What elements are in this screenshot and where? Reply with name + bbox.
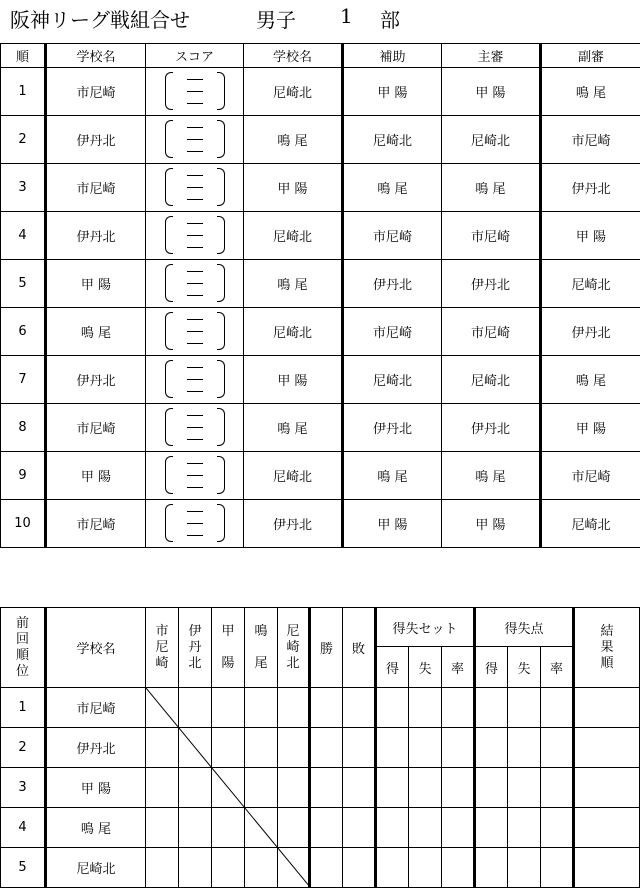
- score-cell: [146, 212, 244, 260]
- col-header-point-diff: 得失点: [475, 608, 574, 647]
- aux-official: 伊丹北: [343, 260, 442, 308]
- result-cell: [278, 848, 310, 888]
- schedule-row: [1, 500, 640, 548]
- schedule-row: [1, 404, 640, 452]
- score-bracket: [165, 454, 225, 494]
- points-lost-cell: [508, 808, 541, 848]
- aux-official: 市尼崎: [343, 212, 442, 260]
- standings-table: [0, 607, 640, 888]
- schedule-row: [1, 164, 640, 212]
- sub-umpire: 鳴 尾: [541, 356, 640, 404]
- col-header-order: 順: [1, 44, 46, 68]
- sub-umpire: 市尼崎: [541, 452, 640, 500]
- col-header-prev-rank: 前 回 順 位: [1, 608, 46, 688]
- sub-umpire: 甲 陽: [541, 404, 640, 452]
- sets-rate-cell: [442, 688, 475, 728]
- sub-umpire: 鳴 尾: [541, 68, 640, 116]
- aux-official: 伊丹北: [343, 404, 442, 452]
- page-header: [10, 4, 630, 36]
- result-cell: [245, 808, 278, 848]
- aux-official: 鳴 尾: [343, 164, 442, 212]
- col-header-opponent-1: 市 尼 崎: [146, 608, 179, 688]
- sets-lost-cell: [409, 728, 442, 768]
- col-header-points-won: 得: [475, 647, 508, 688]
- gender-label: 男子: [256, 8, 296, 32]
- col-header-result-rank: 結 果 順: [574, 608, 640, 688]
- standings-row: [1, 768, 640, 808]
- score-bracket: [165, 502, 225, 542]
- col-header-points-lost: 失: [508, 647, 541, 688]
- aux-official: 甲 陽: [343, 500, 442, 548]
- umpire: 尼崎北: [442, 116, 541, 164]
- score-bracket: [165, 214, 225, 254]
- aux-official: 甲 陽: [343, 68, 442, 116]
- points-won-cell: [475, 848, 508, 888]
- result-cell: [212, 808, 245, 848]
- standings-row: [1, 848, 640, 888]
- match-number: 1: [1, 68, 46, 116]
- school-b: 尼崎北: [244, 308, 343, 356]
- match-number: 2: [1, 116, 46, 164]
- result-cell: [245, 688, 278, 728]
- prev-rank: 3: [1, 768, 46, 808]
- col-header-opponent-2: 伊 丹 北: [179, 608, 212, 688]
- result-cell: [212, 768, 245, 808]
- school-a: 伊丹北: [46, 212, 146, 260]
- result-cell: [179, 728, 212, 768]
- points-rate-cell: [541, 848, 574, 888]
- wins-cell: [310, 848, 343, 888]
- sets-won-cell: [376, 768, 409, 808]
- school-b: 鳴 尾: [244, 260, 343, 308]
- score-cell: [146, 260, 244, 308]
- umpire: 市尼崎: [442, 308, 541, 356]
- school-b: 甲 陽: [244, 356, 343, 404]
- sub-umpire: 尼崎北: [541, 500, 640, 548]
- school-b: 伊丹北: [244, 500, 343, 548]
- division-label: 部: [380, 8, 400, 32]
- wins-cell: [310, 688, 343, 728]
- wins-cell: [310, 728, 343, 768]
- school-a: 鳴 尾: [46, 308, 146, 356]
- standings-school: 伊丹北: [46, 728, 146, 768]
- standings-header-row-1: [1, 608, 640, 647]
- col-header-school-b: 学校名: [244, 44, 343, 68]
- col-header-school-a: 学校名: [46, 44, 146, 68]
- umpire: 甲 陽: [442, 500, 541, 548]
- col-header-sub-umpire: 副審: [541, 44, 640, 68]
- sub-umpire: 市尼崎: [541, 116, 640, 164]
- school-a: 市尼崎: [46, 68, 146, 116]
- final-rank-cell: [574, 848, 640, 888]
- umpire: 伊丹北: [442, 260, 541, 308]
- sets-lost-cell: [409, 808, 442, 848]
- col-header-points-rate: 率: [541, 647, 574, 688]
- match-number: 9: [1, 452, 46, 500]
- umpire: 鳴 尾: [442, 164, 541, 212]
- col-header-school: 学校名: [46, 608, 146, 688]
- umpire: 尼崎北: [442, 356, 541, 404]
- points-won-cell: [475, 728, 508, 768]
- schedule-row: [1, 260, 640, 308]
- losses-cell: [343, 768, 376, 808]
- aux-official: 尼崎北: [343, 356, 442, 404]
- aux-official: 尼崎北: [343, 116, 442, 164]
- losses-cell: [343, 728, 376, 768]
- col-header-sets-rate: 率: [442, 647, 475, 688]
- match-number: 6: [1, 308, 46, 356]
- points-lost-cell: [508, 688, 541, 728]
- col-header-losses: 敗: [343, 608, 376, 688]
- final-rank-cell: [574, 768, 640, 808]
- umpire: 市尼崎: [442, 212, 541, 260]
- wins-cell: [310, 808, 343, 848]
- sets-rate-cell: [442, 808, 475, 848]
- result-cell: [179, 768, 212, 808]
- result-cell: [146, 728, 179, 768]
- standings-row: [1, 808, 640, 848]
- sub-umpire: 伊丹北: [541, 308, 640, 356]
- schedule-row: [1, 68, 640, 116]
- page-title: 阪神リーグ戦組合せ: [10, 8, 190, 32]
- result-cell: [212, 728, 245, 768]
- result-cell: [179, 688, 212, 728]
- prev-rank: 1: [1, 688, 46, 728]
- col-header-sets-lost: 失: [409, 647, 442, 688]
- score-cell: [146, 356, 244, 404]
- col-header-aux: 補助: [343, 44, 442, 68]
- col-header-wins: 勝: [310, 608, 343, 688]
- school-a: 市尼崎: [46, 404, 146, 452]
- result-cell: [278, 728, 310, 768]
- schedule-row: [1, 452, 640, 500]
- score-cell: [146, 116, 244, 164]
- score-cell: [146, 452, 244, 500]
- sets-won-cell: [376, 728, 409, 768]
- score-bracket: [165, 310, 225, 350]
- match-number: 7: [1, 356, 46, 404]
- sets-rate-cell: [442, 848, 475, 888]
- final-rank-cell: [574, 728, 640, 768]
- sets-won-cell: [376, 848, 409, 888]
- result-cell: [278, 808, 310, 848]
- schedule-row: [1, 356, 640, 404]
- sets-lost-cell: [409, 768, 442, 808]
- division-number: 1: [340, 4, 353, 28]
- points-lost-cell: [508, 768, 541, 808]
- sub-umpire: 甲 陽: [541, 212, 640, 260]
- school-b: 鳴 尾: [244, 404, 343, 452]
- match-number: 8: [1, 404, 46, 452]
- school-b: 鳴 尾: [244, 116, 343, 164]
- col-header-opponent-5: 尼 崎 北: [278, 608, 310, 688]
- score-bracket: [165, 70, 225, 110]
- schedule-header-row: [1, 44, 640, 68]
- result-cell: [278, 688, 310, 728]
- standings-row: [1, 688, 640, 728]
- score-bracket: [165, 358, 225, 398]
- standings-school: 鳴 尾: [46, 808, 146, 848]
- points-rate-cell: [541, 808, 574, 848]
- points-won-cell: [475, 768, 508, 808]
- standings-school: 甲 陽: [46, 768, 146, 808]
- match-number: 10: [1, 500, 46, 548]
- final-rank-cell: [574, 808, 640, 848]
- match-number: 3: [1, 164, 46, 212]
- schedule-row: [1, 308, 640, 356]
- school-b: 尼崎北: [244, 212, 343, 260]
- score-bracket: [165, 118, 225, 158]
- losses-cell: [343, 808, 376, 848]
- score-cell: [146, 308, 244, 356]
- match-number: 5: [1, 260, 46, 308]
- result-cell: [245, 728, 278, 768]
- sets-rate-cell: [442, 768, 475, 808]
- losses-cell: [343, 688, 376, 728]
- wins-cell: [310, 768, 343, 808]
- score-cell: [146, 500, 244, 548]
- schedule-row: [1, 116, 640, 164]
- match-number: 4: [1, 212, 46, 260]
- result-cell: [146, 688, 179, 728]
- col-header-opponent-4: 鳴 尾: [245, 608, 278, 688]
- score-cell: [146, 164, 244, 212]
- school-b: 尼崎北: [244, 68, 343, 116]
- losses-cell: [343, 848, 376, 888]
- points-lost-cell: [508, 728, 541, 768]
- sets-rate-cell: [442, 728, 475, 768]
- school-a: 伊丹北: [46, 116, 146, 164]
- school-a: 甲 陽: [46, 260, 146, 308]
- prev-rank: 5: [1, 848, 46, 888]
- result-cell: [146, 848, 179, 888]
- points-rate-cell: [541, 688, 574, 728]
- umpire: 伊丹北: [442, 404, 541, 452]
- result-cell: [245, 768, 278, 808]
- prev-rank: 2: [1, 728, 46, 768]
- aux-official: 鳴 尾: [343, 452, 442, 500]
- final-rank-cell: [574, 688, 640, 728]
- school-b: 甲 陽: [244, 164, 343, 212]
- school-a: 市尼崎: [46, 164, 146, 212]
- school-a: 市尼崎: [46, 500, 146, 548]
- standings-school: 尼崎北: [46, 848, 146, 888]
- match-schedule-table: [0, 43, 640, 548]
- col-header-set-diff: 得失セット: [376, 608, 475, 647]
- sets-won-cell: [376, 688, 409, 728]
- result-cell: [146, 808, 179, 848]
- points-rate-cell: [541, 768, 574, 808]
- points-won-cell: [475, 688, 508, 728]
- score-bracket: [165, 406, 225, 446]
- sub-umpire: 尼崎北: [541, 260, 640, 308]
- aux-official: 市尼崎: [343, 308, 442, 356]
- prev-rank: 4: [1, 808, 46, 848]
- school-b: 尼崎北: [244, 452, 343, 500]
- result-cell: [212, 688, 245, 728]
- result-cell: [179, 808, 212, 848]
- score-cell: [146, 404, 244, 452]
- sets-lost-cell: [409, 848, 442, 888]
- score-cell: [146, 68, 244, 116]
- sub-umpire: 伊丹北: [541, 164, 640, 212]
- sets-lost-cell: [409, 688, 442, 728]
- umpire: 甲 陽: [442, 68, 541, 116]
- score-bracket: [165, 262, 225, 302]
- points-rate-cell: [541, 728, 574, 768]
- umpire: 鳴 尾: [442, 452, 541, 500]
- score-bracket: [165, 166, 225, 206]
- col-header-sets-won: 得: [376, 647, 409, 688]
- result-cell: [179, 848, 212, 888]
- col-header-umpire: 主審: [442, 44, 541, 68]
- standings-row: [1, 728, 640, 768]
- col-header-opponent-3: 甲 陽: [212, 608, 245, 688]
- sets-won-cell: [376, 808, 409, 848]
- points-won-cell: [475, 808, 508, 848]
- points-lost-cell: [508, 848, 541, 888]
- school-a: 甲 陽: [46, 452, 146, 500]
- schedule-row: [1, 212, 640, 260]
- standings-school: 市尼崎: [46, 688, 146, 728]
- result-cell: [278, 768, 310, 808]
- school-a: 伊丹北: [46, 356, 146, 404]
- result-cell: [146, 768, 179, 808]
- col-header-score: スコア: [146, 44, 244, 68]
- result-cell: [245, 848, 278, 888]
- result-cell: [212, 848, 245, 888]
